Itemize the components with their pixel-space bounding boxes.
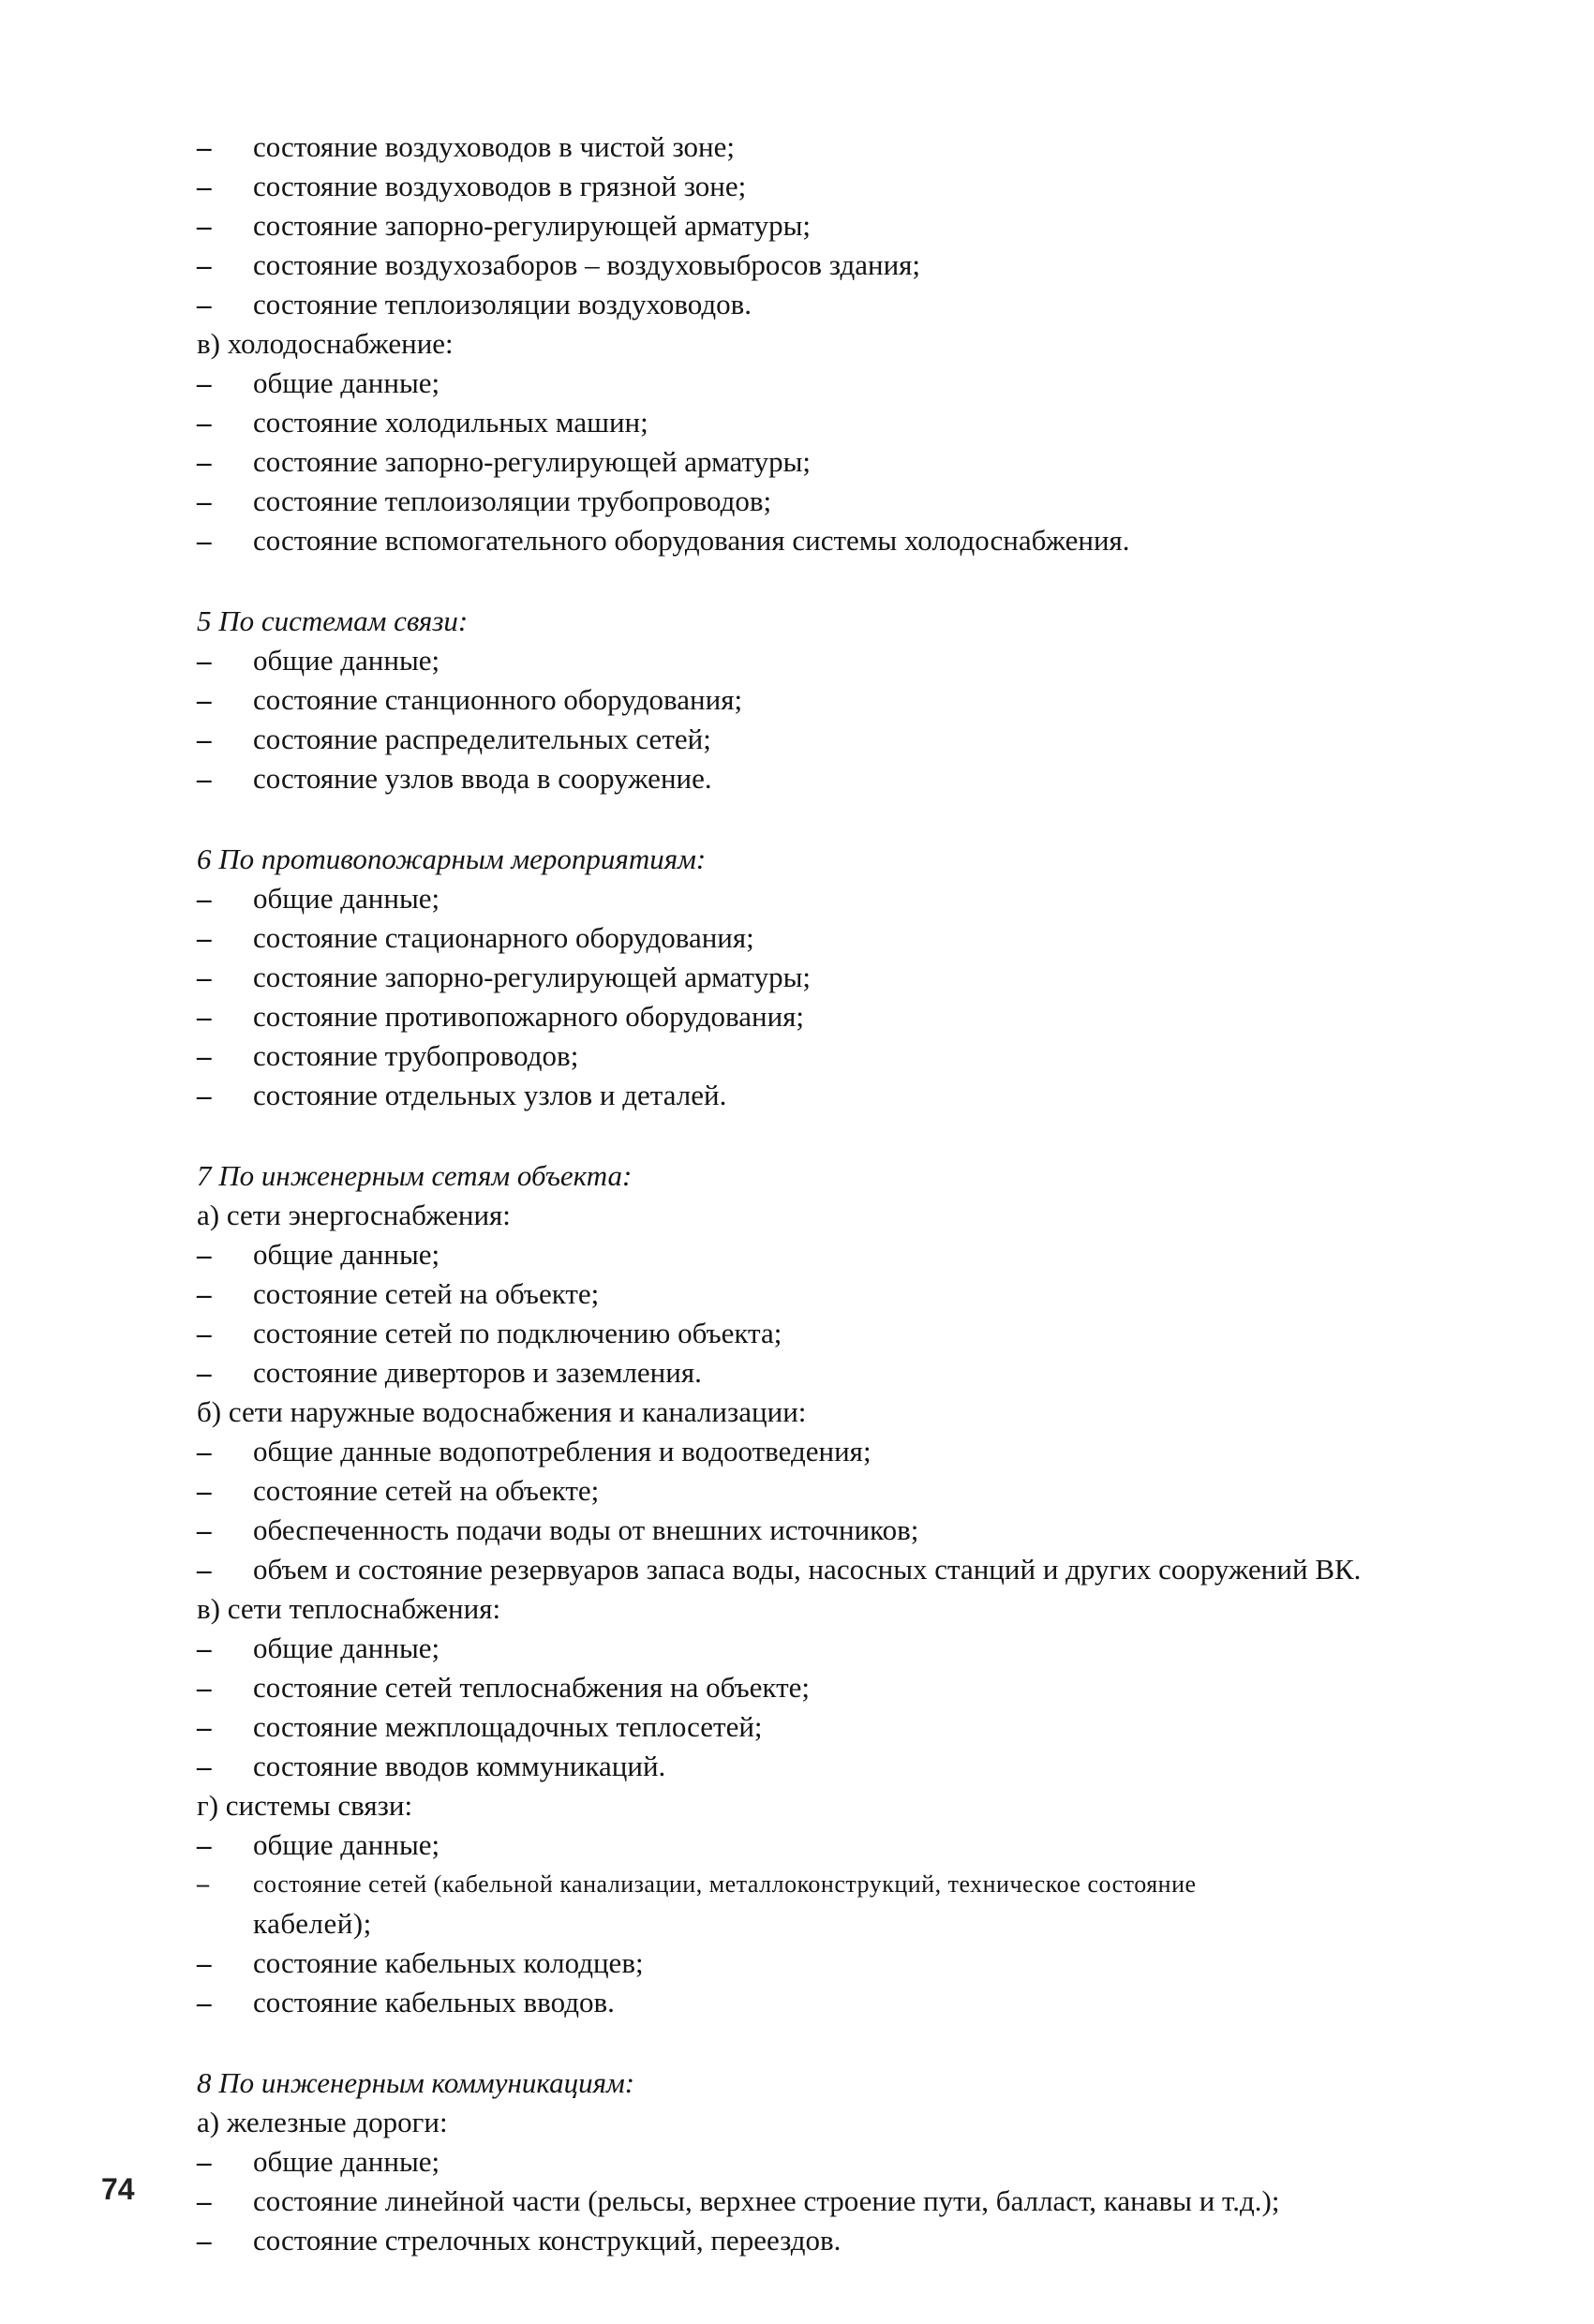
list-item: – состояние запорно-регулирующей арматуры; <box>197 958 1527 997</box>
list-item: – состояние отдельных узлов и деталей. <box>197 1076 1527 1115</box>
list-item-cable-networks <box>197 1865 1527 1944</box>
subsection-label-heat: в) сети теплоснабжения: <box>197 1592 501 1625</box>
list-item: – состояние воздуховодов в грязной зоне; <box>197 167 1527 206</box>
list-item: – состояние узлов ввода в сооружение. <box>197 759 1527 798</box>
list-item: – состояние линейной части (рельсы, верхнее строение пути, балласт, канавы и т.д.); <box>197 2182 1527 2221</box>
list-item: – состояние противопожарного оборудования; <box>197 997 1527 1036</box>
list-item: – общие данные; <box>197 364 1527 403</box>
list-item: – состояние сетей на объекте; <box>197 1274 1527 1314</box>
list-item: – общие данные водопотребления и водоотведения; <box>197 1432 1527 1471</box>
list-item: – состояние трубопроводов; <box>197 1036 1527 1076</box>
subsection-label-comms: г) системы связи: <box>197 1789 413 1822</box>
list-item: – состояние вспомогательного оборудования системы холодоснабжения. <box>197 521 1527 560</box>
list-item: – состояние стрелочных конструкций, переездов. <box>197 2221 1527 2260</box>
list-item-continuation: кабелей); <box>253 1907 372 1940</box>
list-item: – объем и состояние резервуаров запаса воды, насосных станций и других сооружений ВК. <box>197 1550 1527 1589</box>
list-item: – состояние сетей теплоснабжения на объекте; <box>197 1668 1527 1707</box>
list-item: – состояние воздухозаборов – воздуховыбросов здания; <box>197 246 1527 285</box>
section-heading-8: 8 По инженерным коммуникациям: <box>197 2066 635 2099</box>
list-item: – состояние станционного оборудования; <box>197 680 1527 720</box>
list-item: – состояние теплоизоляции воздуховодов. <box>197 285 1527 324</box>
list-item: – состояние распределительных сетей; <box>197 720 1527 759</box>
list-item: – состояние вводов коммуникаций. <box>197 1747 1527 1786</box>
list-item: – состояние сетей по подключению объекта; <box>197 1314 1527 1353</box>
list-item: – состояние сетей на объекте; <box>197 1471 1527 1511</box>
list-item-line: – состояние сетей (кабельной канализации, металлоконструкций, техническое состояние <box>253 1870 1197 1898</box>
list-item: – состояние межплощадочных теплосетей; <box>197 1707 1527 1747</box>
list-item: – общие данные; <box>197 879 1527 918</box>
section-heading-7: 7 По инженерным сетям объекта: <box>197 1159 633 1192</box>
subsection-label-water: б) сети наружные водоснабжения и канализации: <box>197 1395 807 1428</box>
list-item: – состояние холодильных машин; <box>197 403 1527 442</box>
list-item: – состояние кабельных вводов. <box>197 1983 1527 2022</box>
list-item: – общие данные; <box>197 641 1527 680</box>
subsection-label-cooling: в) холодоснабжение: <box>197 327 454 360</box>
list-item: – общие данные; <box>197 1629 1527 1668</box>
list-item: – обеспеченность подачи воды от внешних источников; <box>197 1511 1527 1550</box>
list-item: – состояние стационарного оборудования; <box>197 918 1527 958</box>
list-item: – общие данные; <box>197 2142 1527 2182</box>
list-item: – общие данные; <box>197 1825 1527 1865</box>
subsection-label-rail: а) железные дороги: <box>197 2106 448 2138</box>
list-item: – общие данные; <box>197 1235 1527 1274</box>
page-number: 74 <box>101 2172 135 2206</box>
list-item: – состояние кабельных колодцев; <box>197 1944 1527 1983</box>
list-item: – состояние запорно-регулирующей арматуры; <box>197 442 1527 482</box>
section-heading-5: 5 По системам связи: <box>197 604 469 637</box>
list-item: – состояние запорно-регулирующей арматуры; <box>197 206 1527 246</box>
list-item: – состояние диверторов и заземления. <box>197 1353 1527 1393</box>
section-heading-6: 6 По противопожарным мероприятиям: <box>197 842 707 875</box>
subsection-label-power: а) сети энергоснабжения: <box>197 1199 511 1231</box>
document-body <box>197 127 1527 2260</box>
list-item: – состояние теплоизоляции трубопроводов; <box>197 482 1527 521</box>
list-item: – состояние воздуховодов в чистой зоне; <box>197 127 1527 167</box>
